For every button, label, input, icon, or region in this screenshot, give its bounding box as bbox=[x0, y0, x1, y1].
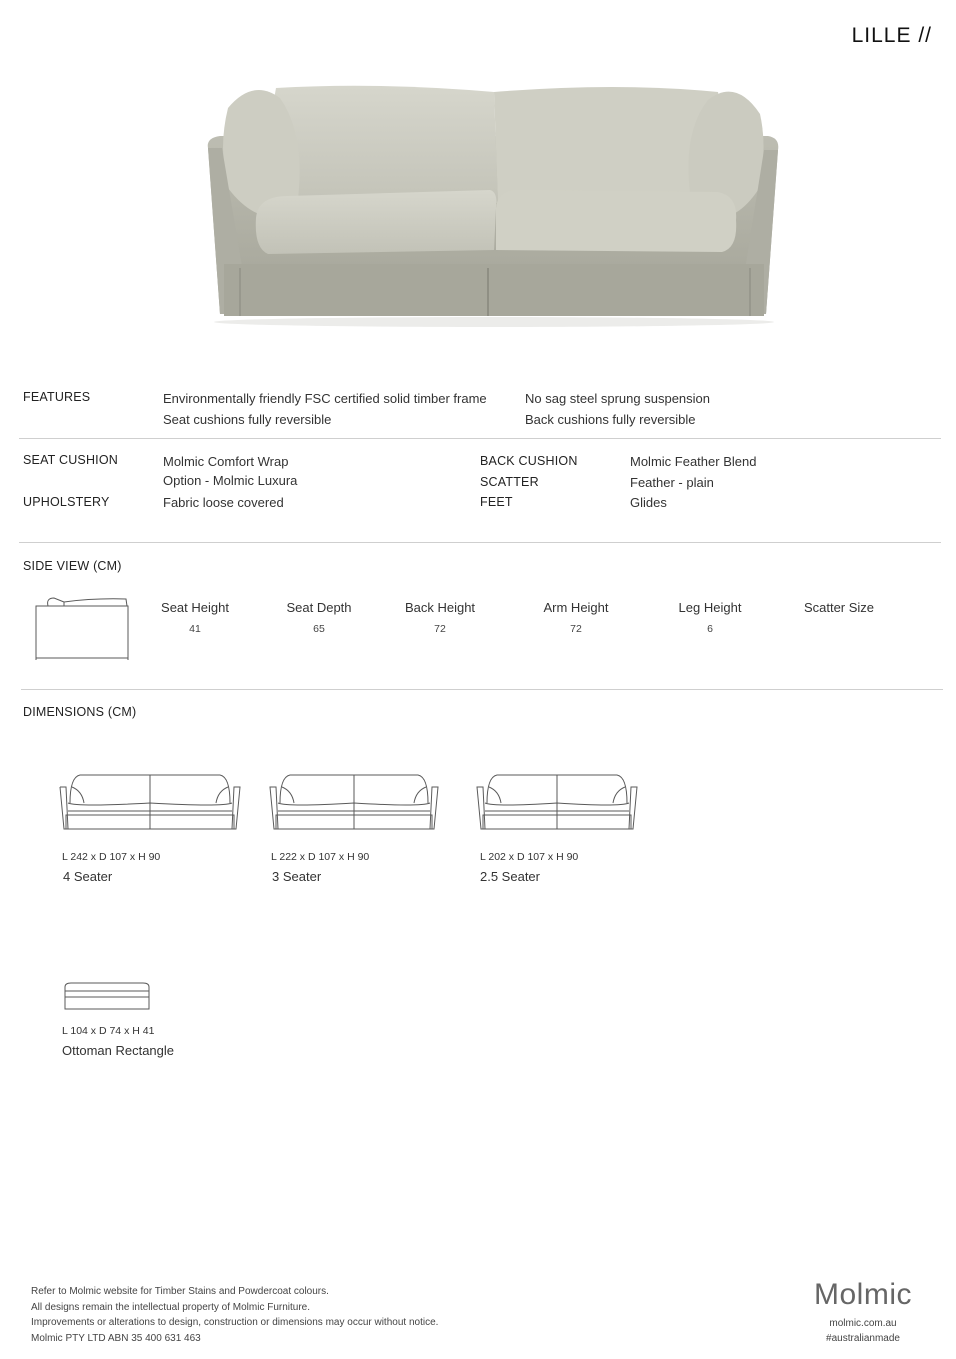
footer-line: Improvements or alterations to design, construction or dimensions may occur without notice. bbox=[31, 1317, 439, 1328]
three-seater-dims: L 222 x D 107 x H 90 bbox=[271, 851, 370, 863]
metric-arm-height: Arm Height 72 bbox=[543, 600, 609, 635]
metric-scatter-size: Scatter Size bbox=[803, 600, 875, 615]
footer-line: Refer to Molmic website for Timber Stains and Powdercoat colours. bbox=[31, 1286, 329, 1297]
metric-seat-depth: Seat Depth 65 bbox=[286, 600, 352, 635]
feature-item: No sag steel sprung suspension bbox=[525, 391, 711, 406]
divider bbox=[19, 438, 941, 439]
side-view-label: SIDE VIEW (CM) bbox=[23, 559, 122, 573]
upholstery-label: UPHOLSTERY bbox=[23, 495, 110, 509]
feature-item: Back cushions fully reversible bbox=[525, 412, 696, 427]
two-half-seater-dims: L 202 x D 107 x H 90 bbox=[480, 851, 579, 863]
brand-logo: Molmic bbox=[814, 1278, 912, 1311]
seat-cushion-option: Option - Molmic Luxura bbox=[163, 473, 298, 488]
scatter-label: SCATTER bbox=[480, 475, 539, 489]
feature-item: Environmentally friendly FSC certified solid timber frame bbox=[163, 391, 487, 406]
metric-seat-height: Seat Height 41 bbox=[161, 600, 229, 635]
four-seater-drawing bbox=[58, 773, 242, 833]
feet-label: FEET bbox=[480, 495, 513, 509]
back-cushion-label: BACK CUSHION bbox=[480, 454, 578, 468]
seat-cushion-value: Molmic Comfort Wrap bbox=[163, 454, 289, 469]
two-half-seater-drawing bbox=[475, 773, 639, 833]
metric-back-height: Back Height 72 bbox=[404, 600, 476, 635]
four-seater-name: 4 Seater bbox=[63, 869, 113, 884]
divider bbox=[21, 689, 943, 690]
scatter-value: Feather - plain bbox=[630, 475, 714, 490]
ottoman-dims: L 104 x D 74 x H 41 bbox=[62, 1025, 155, 1037]
footer-line: All designs remain the intellectual property of Molmic Furniture. bbox=[31, 1301, 311, 1313]
upholstery-value: Fabric loose covered bbox=[163, 495, 284, 510]
sofa-product-image bbox=[198, 78, 790, 340]
ottoman-drawing bbox=[63, 981, 151, 1011]
product-title: LILLE // bbox=[851, 24, 932, 47]
metric-leg-height: Leg Height 6 bbox=[678, 600, 742, 635]
footer-notes bbox=[31, 1284, 438, 1346]
seat-cushion-label: SEAT CUSHION bbox=[23, 453, 119, 467]
side-view-diagram bbox=[34, 596, 130, 660]
two-half-seater-name: 2.5 Seater bbox=[480, 869, 540, 884]
back-cushion-value: Molmic Feather Blend bbox=[630, 454, 757, 469]
divider bbox=[19, 542, 941, 543]
brand-website[interactable]: molmic.com.au bbox=[829, 1318, 897, 1329]
three-seater-name: 3 Seater bbox=[272, 869, 322, 884]
ottoman-name: Ottoman Rectangle bbox=[62, 1043, 175, 1058]
three-seater-drawing bbox=[268, 773, 440, 833]
four-seater-dims: L 242 x D 107 x H 90 bbox=[62, 851, 161, 863]
footer-line: Molmic PTY LTD ABN 35 400 631 463 bbox=[31, 1332, 201, 1344]
brand-block bbox=[800, 1278, 926, 1346]
features-label: FEATURES bbox=[23, 390, 91, 404]
feet-value: Glides bbox=[630, 495, 667, 510]
brand-hashtag: #australianmade bbox=[826, 1333, 900, 1344]
dimensions-label: DIMENSIONS (CM) bbox=[23, 705, 137, 719]
feature-item: Seat cushions fully reversible bbox=[163, 412, 332, 427]
